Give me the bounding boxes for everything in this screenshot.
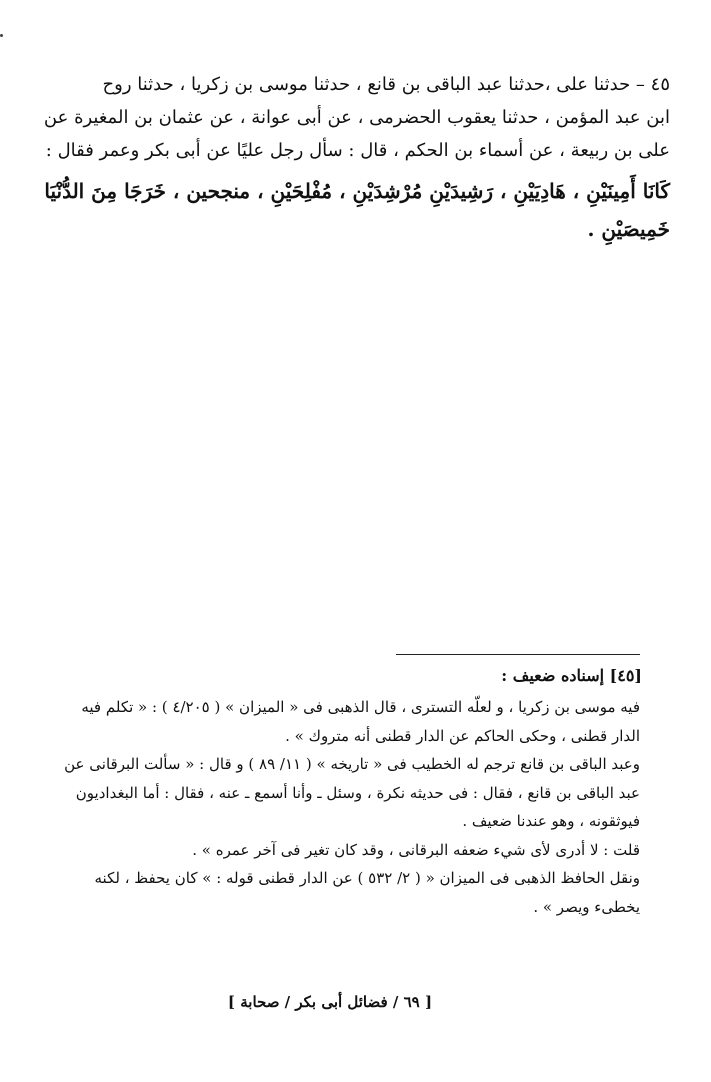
footnote-line: ونقل الحافظ الذهبى فى الميزان « ( ٢/ ٥٣٢ ) عن الدار قطنى قوله : » كان يحفظ ، لكنه	[94, 869, 640, 887]
footnote-line: وعبد الباقى بن قانع ترجم له الخطيب فى « تاريخه » ( ١١/ ٨٩ ) و قال : « سألت البرقانى عن	[64, 755, 640, 773]
footnote-line: عبد الباقى بن قانع ، فقال : فى حديثه نكرة ، وسئل ـ وأنا أسمع ـ عنه ، فقال : أما البغداديون	[75, 783, 640, 802]
margin-mark	[0, 34, 3, 37]
footnote-line: قلت : لا أدرى لأى شيء ضعفه البرقانى ، وقد كان تغير فى آخر عمره » .	[192, 840, 640, 859]
footnote-line: فيه موسى بن زكريا ، و لعلّه التسترى ، قال الذهبى فى « الميزان » ( ٤/٢٠٥ ) : « تكلم فيه	[81, 698, 640, 716]
hadith-text	[40, 68, 670, 167]
footnote-line: فيوثقونه ، وهو عندنا ضعيف .	[462, 812, 640, 830]
footnote-heading: [٤٥] إسناده ضعيف :	[501, 666, 642, 685]
page-footer: [ ٦٩ / فضائل أبى بكر / صحابة ]	[227, 993, 433, 1011]
hadith-line: ابن عبد المؤمن ، حدثنا يعقوب الحضرمى ، عن أبى عوانة ، عن عثمان بن المغيرة عن	[43, 107, 670, 128]
hadith-line: ٤٥ – حدثنا على ،حدثنا عبد الباقى بن قانع ، حدثنا موسى بن زكريا ، حدثنا روح	[102, 74, 670, 95]
footnote-body	[32, 693, 640, 921]
footnote-divider	[396, 654, 640, 655]
quote-line: كَانَا أَمِينَيْنِ ، هَادِيَيْنِ ، رَشِيدَيْنِ مُرْشِدَيْنِ ، مُفْلِحَيْنِ ، منجحين ، خَرَجَا مِنَ الدُّنْيَا	[44, 179, 670, 203]
hadith-quote	[40, 172, 670, 248]
hadith-line: على بن ربيعة ، عن أسماء بن الحكم ، قال : سأل رجل عليًا عن أبى بكر وعمر فقال :	[45, 140, 670, 161]
quote-line: خَمِيصَيْنِ .	[587, 217, 670, 241]
footnote-line: يخطىء ويصر » .	[533, 897, 640, 916]
footnote-line: الدار قطنى ، وحكى الحاكم عن الدار قطنى أنه متروك » .	[285, 726, 640, 745]
